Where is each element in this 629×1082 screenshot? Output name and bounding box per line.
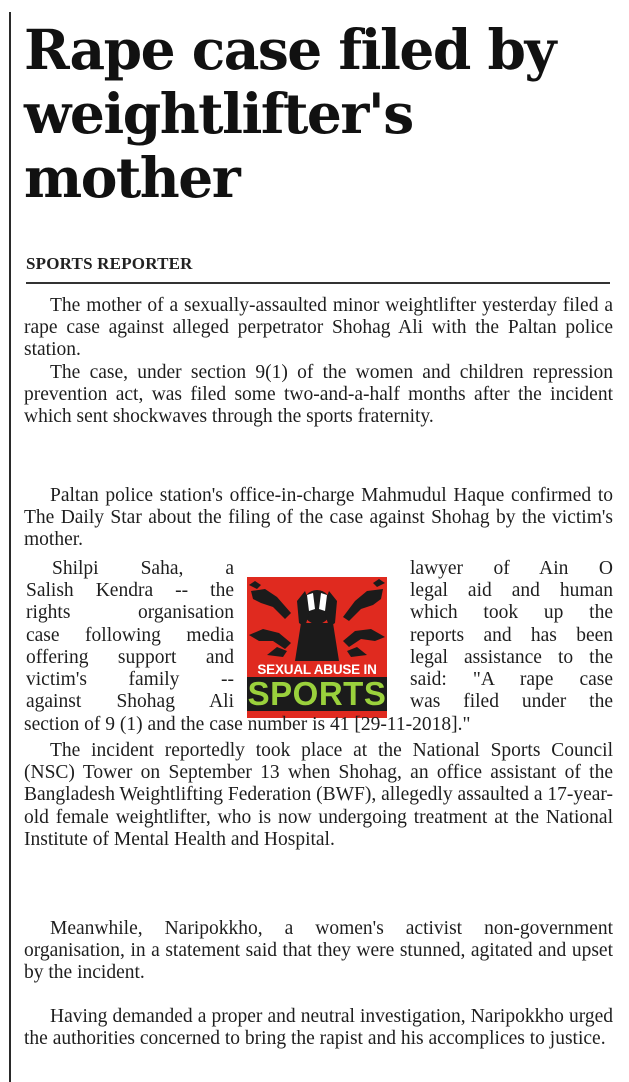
logo-caption-line2: SPORTS — [247, 675, 387, 712]
paragraph-5: The incident reportedly took place at the National Sports Council (NSC) Tower on September 13 when Shohag, an office assistant of the Bangladesh Weightlifting Federation (BWF), allegedly assaulted a 17-year-old female weightlifter, who is now undergoing treatment at the National Institute of Mental Health and Hospital. — [24, 740, 614, 850]
paragraph-4-end: section of 9 (1) and the case number is 41 [29-11-2018]." — [24, 714, 471, 735]
paragraph-2: The case, under section 9(1) of the women and children repression prevention act, was filed some two-and-a-half months after the incident which sent shockwaves through the sports fraternity. — [24, 362, 613, 428]
column-rule — [9, 12, 11, 1082]
right-line: was filed under the — [410, 691, 613, 713]
left-line: offering support and — [26, 646, 234, 668]
right-line: legal assistance to the — [410, 646, 613, 668]
paragraph-1: The mother of a sexually-assaulted minor weightlifter yesterday filed a rape case against alleged perpetrator Shohag Ali with the Paltan police station. — [24, 295, 613, 361]
byline-divider — [26, 282, 610, 284]
left-line: case following media — [26, 624, 234, 646]
left-line: victim's family -- — [26, 669, 234, 691]
paragraph-7: Having demanded a proper and neutral investigation, Naripokkho urged the authorities concerned to bring the rapist and his accomplices to justice. — [24, 1006, 613, 1050]
right-line: which took up the — [410, 602, 613, 624]
paragraph-4-right-column — [410, 558, 613, 713]
right-line: reports and has been — [410, 624, 613, 646]
left-line: against Shohag Ali — [26, 691, 234, 713]
right-line: legal aid and human — [410, 580, 613, 602]
paragraph-3: Paltan police station's office-in-charge Mahmudul Haque confirmed to The Daily Star about the filing of the case against Shohag by the victim's mother. — [24, 485, 613, 551]
right-line: said: "A rape case — [410, 669, 613, 691]
right-line: lawyer of Ain O — [410, 558, 613, 579]
headline: Rape case filed by weightlifter's mother — [24, 17, 555, 210]
sexual-abuse-in-sports-logo — [247, 577, 387, 718]
byline: SPORTS REPORTER — [26, 254, 193, 273]
paragraph-6: Meanwhile, Naripokkho, a women's activist non-government organisation, in a statement said that they were stunned, agitated and upset by the incident. — [24, 918, 613, 984]
left-line: Shilpi Saha, a — [52, 558, 234, 579]
left-line: rights organisation — [26, 602, 234, 624]
logo-caption-line1: SEXUAL ABUSE IN — [257, 662, 377, 677]
left-line: Salish Kendra -- the — [26, 580, 234, 602]
paragraph-4-left-column — [26, 558, 234, 713]
